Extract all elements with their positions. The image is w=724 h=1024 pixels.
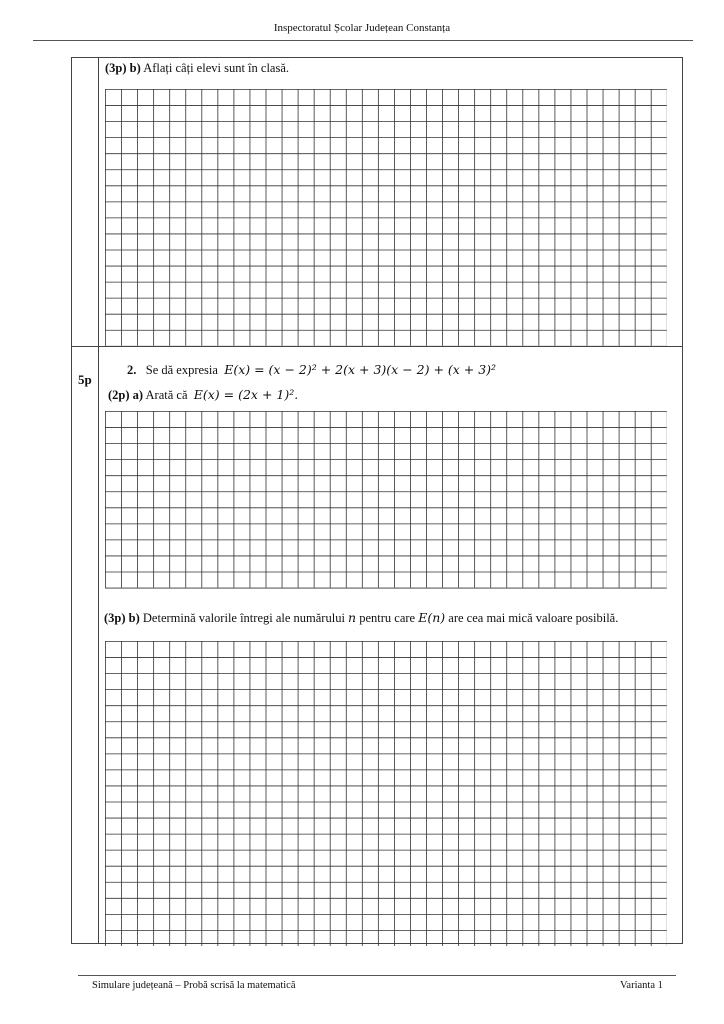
part-2a-points: (2p) a) [108, 388, 144, 402]
answer-grid-1b[interactable] [105, 89, 667, 346]
part-2b-variable: n [348, 610, 357, 625]
problem-2-number: 2. [127, 363, 137, 377]
points-column-divider [98, 57, 99, 944]
part-1b-text: Aflați câți elevi sunt în clasă. [143, 61, 290, 75]
footer-variant: Varianta 1 [620, 980, 663, 991]
part-2b-text-before: Determină valorile întregi ale numărului [142, 611, 345, 625]
part-2b-statement [104, 610, 618, 626]
footer-exam-title: Simulare județeană – Probă scrisă la matematică [92, 980, 296, 991]
part-2a-statement [108, 387, 298, 403]
part-1b-statement [105, 61, 289, 76]
part-2a-text: Arată că [145, 388, 188, 402]
problem-2-intro: Se dă expresia [145, 363, 218, 377]
part-2b-points: (3p) b) [104, 611, 140, 625]
answer-grid-2a[interactable] [105, 411, 667, 592]
problem-2-expression: E(x) = (x − 2)² + 2(x + 3)(x − 2) + (x + 3)² [224, 362, 497, 377]
part-2a-expression: E(x) = (2x + 1)². [193, 387, 299, 402]
problem-row-divider [71, 346, 683, 347]
section-points-label: 5p [78, 372, 92, 387]
part-2b-text-middle: pentru care [359, 611, 416, 625]
part-1b-points: (3p) b) [105, 61, 141, 75]
footer-rule [78, 975, 676, 976]
part-2b-text-after: are cea mai mică valoare posibilă. [448, 611, 619, 625]
part-2b-expression: E(n) [418, 610, 446, 625]
header-rule [33, 40, 693, 41]
problem-2-statement [127, 362, 496, 378]
answer-grid-2b[interactable] [105, 641, 667, 946]
page-header-title: Inspectoratul Școlar Județean Constanța [273, 22, 451, 34]
